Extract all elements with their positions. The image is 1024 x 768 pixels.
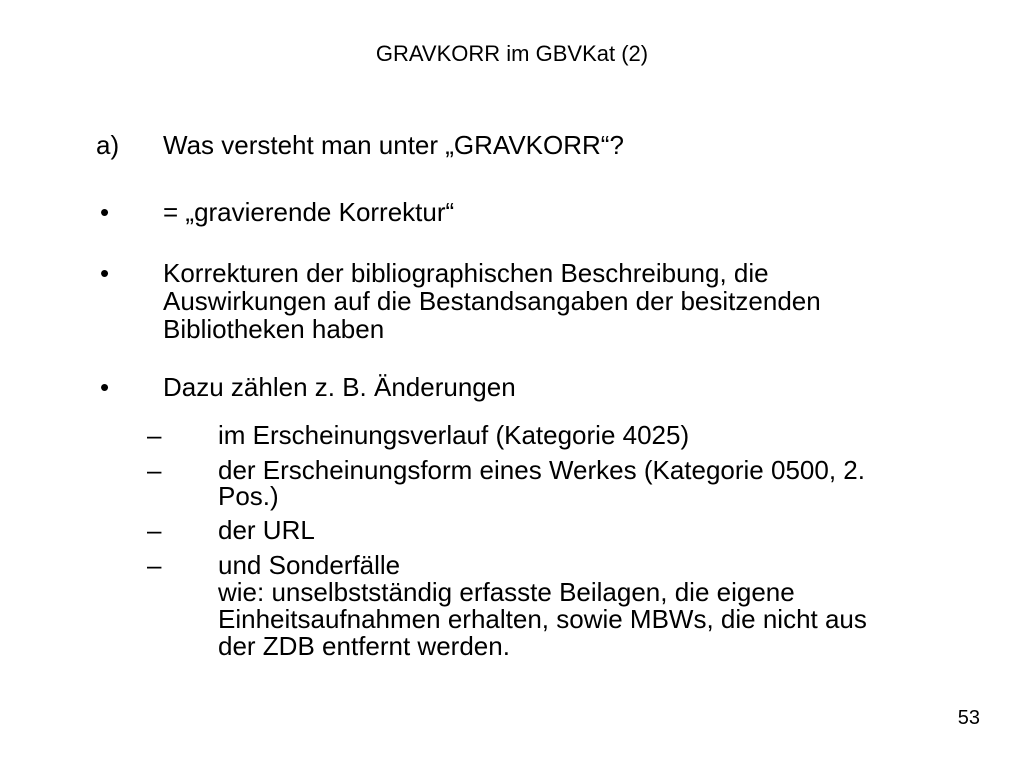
sub-item-marker: –: [147, 455, 162, 485]
bullet-marker: •: [100, 372, 110, 402]
sub-item-marker: –: [147, 550, 162, 580]
sub-item-text: Einheitsaufnahmen erhalten, sowie MBWs, die nicht aus: [218, 604, 867, 634]
bullet-text: Auswirkungen auf die Bestandsangaben der besitzenden: [163, 286, 821, 316]
bullet-marker: •: [100, 258, 110, 288]
question-marker: a): [96, 130, 120, 160]
sub-item-text: im Erscheinungsverlauf (Kategorie 4025): [218, 420, 690, 450]
bullet-marker: •: [100, 197, 110, 227]
sub-item-marker: –: [147, 515, 162, 545]
sub-item-marker: –: [147, 420, 162, 450]
sub-item-text: und Sonderfälle: [218, 550, 401, 580]
bullet-text: Bibliotheken haben: [163, 314, 385, 344]
question-text: Was versteht man unter „GRAVKORR“?: [163, 130, 624, 160]
sub-item-text: der Erscheinungsform eines Werkes (Kategorie 0500, 2.: [218, 455, 865, 485]
bullet-text: Dazu zählen z. B. Änderungen: [163, 372, 516, 402]
sub-item-text: der URL: [218, 515, 315, 545]
page-number: 53: [957, 707, 980, 729]
sub-item-text: der ZDB entfernt werden.: [218, 631, 510, 661]
bullet-text: = „gravierende Korrektur“: [163, 197, 455, 227]
bullet-text: Korrekturen der bibliographischen Beschreibung, die: [163, 258, 769, 288]
slide-header: GRAVKORR im GBVKat (2): [375, 41, 649, 66]
sub-item-text: Pos.): [218, 481, 279, 511]
sub-item-text: wie: unselbstständig erfasste Beilagen, die eigene: [218, 577, 795, 607]
